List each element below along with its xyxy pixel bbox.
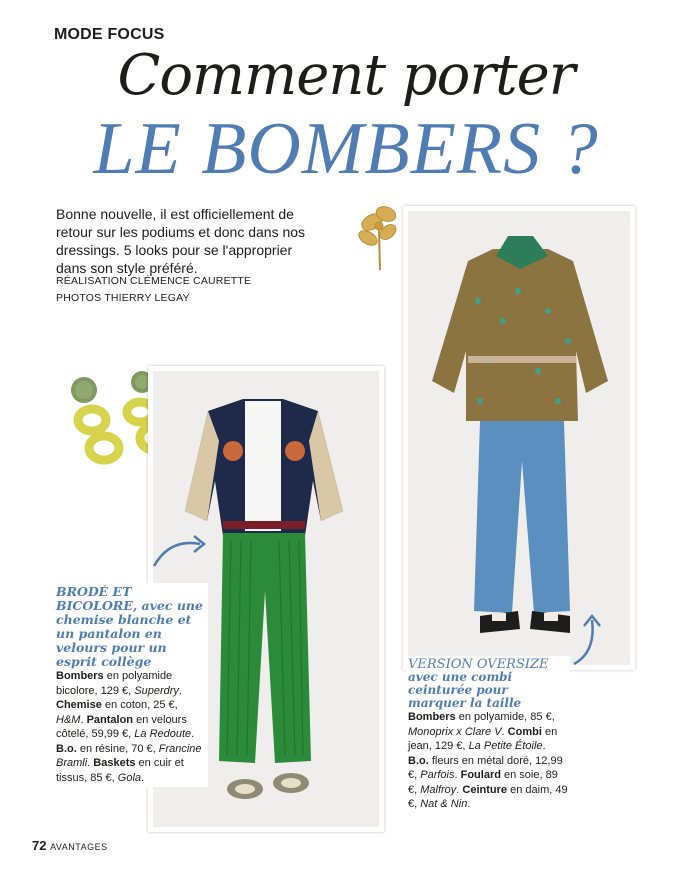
item-desc: en polyamide bicolore, 129 €, [56,670,173,697]
page-number: 72 [32,838,47,853]
photo-look-oversize [403,206,635,670]
item-desc: en velours côtelé, 59,99 €, [56,713,187,740]
item-end: . [454,769,458,781]
title-line-1: Comment porter [117,43,575,108]
arrow-left-icon [150,530,210,570]
item-desc: fleurs en métal doré, 12,99 €, [408,754,563,781]
item-end: . [467,798,471,810]
item-end: . [501,725,505,738]
item-desc: en polyamide, 85 €, [455,711,555,723]
item-desc: en cuir et tissus, 85 €, [56,757,184,784]
item-desc: en jean, 129 €, [408,725,558,752]
caption-look-embroidered [56,583,208,787]
intro-text: Bonne nouvelle, il est officiellement de retour sur les podiums et donc dans nos dressings. 5 looks pour se l'approprier dans son style préféré. [56,206,306,276]
caption-body [56,669,206,785]
item-end: . [87,757,91,769]
item-name: Ceinture [462,783,508,796]
item-name: Chemise [56,699,102,711]
caption-look-oversize [406,656,570,814]
caption-subtitle: avec une chemise blanche et un pantalon en velours pour un esprit collège [56,598,203,669]
item-name: Bombers [56,670,104,682]
caption-subtitle: avec une combi ceinturée pour marquer la taille [408,670,522,710]
item-brand: H&M [56,713,81,726]
title-line-2: LE BOMBERS ? [93,108,599,190]
item-name: Combi [507,725,542,738]
item-end: . [178,684,182,697]
caption-title: BRODÉ ET BICOLORE, [56,584,138,613]
item-brand: Gola [117,771,142,784]
item-name: B.o. [56,742,77,755]
item-end: . [80,713,84,726]
item-brand: Nat & Nin [420,798,468,810]
credit-realisation: RÉALISATION CLÉMENCE CAURETTE [56,275,252,287]
item-name: B.o. [408,754,429,767]
caption-title: VERSION OVERSIZE [408,657,549,672]
item-name: Baskets [93,757,136,769]
item-end: . [141,771,145,784]
arrow-right-icon [568,612,608,668]
item-desc: en coton, 25 €, [101,699,178,711]
item-end: . [456,783,460,796]
magazine-name: AVANTAGES [50,842,108,852]
item-desc: en soie, 89 €, [408,769,558,796]
item-brand: Monoprix x Clare V [408,725,502,738]
page-folio [32,838,108,853]
item-brand: Parfois [420,769,455,781]
item-brand: La Petite Étoile [468,740,543,752]
item-name: Pantalon [86,713,134,726]
item-end: . [542,740,546,752]
credit-photos: PHOTOS THIERRY LEGAY [56,292,190,304]
section-kicker: MODE FOCUS [54,26,165,43]
caption-body [408,710,568,812]
item-desc: en résine, 70 €, [76,742,159,755]
item-name: Bombers [408,711,456,723]
item-desc: en daim, 49 €, [408,783,568,810]
item-end: . [191,728,195,740]
item-brand: Superdry [134,684,179,697]
item-name: Foulard [460,769,501,781]
item-brand: La Redoute [134,728,192,740]
item-brand: Malfroy [420,783,457,796]
item-brand: Francine Bramli [56,742,202,769]
